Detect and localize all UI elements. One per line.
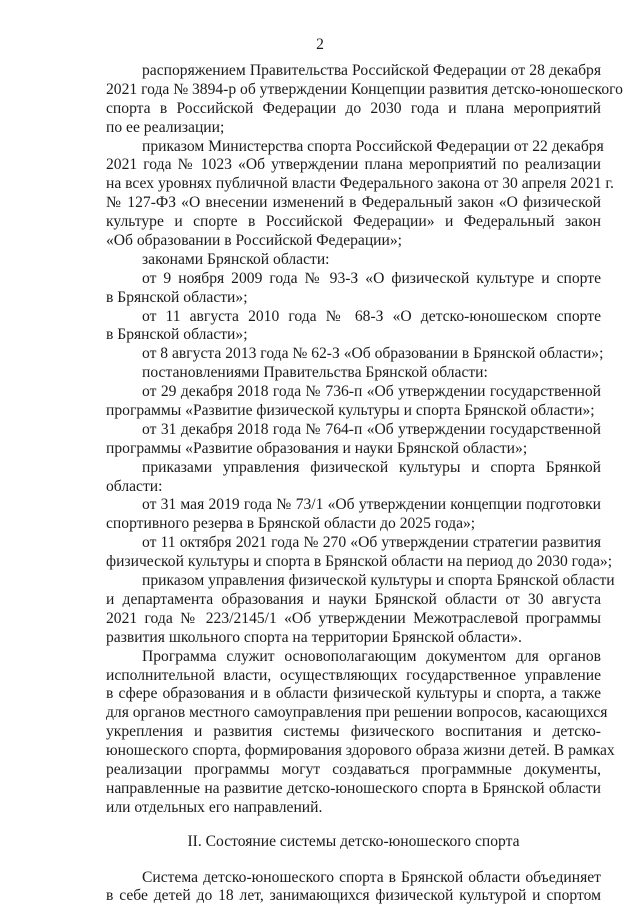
text-line: от 31 мая 2019 года № 73/1 «Об утверждении концепции подготовки [142, 496, 601, 514]
text-line: от 11 октября 2021 года № 270 «Об утверждении стратегии развития [142, 534, 601, 552]
text-line: от 31 декабря 2018 года № 764-п «Об утверждении государственной [142, 420, 601, 438]
text-line: исполнительной власти, осуществляющих государственное управление [106, 666, 601, 684]
text-line: программы «Развитие физической культуры и спорта Брянской области»; [106, 402, 595, 420]
text-line: развития школьного спорта на территории Брянской области». [106, 628, 522, 646]
text-line: области: [106, 477, 163, 495]
text-line: для органов местного самоуправления при решении вопросов, касающихся [106, 704, 608, 722]
section-heading: II. Состояние системы детско-юношеского спорта [187, 832, 520, 850]
text-line: в сфере образования и в области физической культуры и спорта, а также [106, 685, 601, 703]
section-paragraph [106, 869, 601, 906]
text-line: культуре и спорте в Российской Федерации» и Федеральный закон [106, 213, 601, 231]
text-line: направленные на развитие детско-юношеского спорта в Брянской области [106, 779, 601, 797]
text-line: в Брянской области»; [106, 288, 248, 306]
text-line: юношеского спорта, формирования здорового образа жизни детей. В рамках [106, 742, 615, 760]
text-line: или отдельных его направлений. [106, 798, 323, 816]
text-line: приказом Министерства спорта Российской Федерации от 22 декабря [142, 137, 604, 155]
text-line: приказами управления физической культуры и спорта Брянкой [142, 458, 601, 476]
text-line: приказом управления физической культуры и спорта Брянской области [142, 572, 615, 590]
text-line: Система детско-юношеского спорта в Брянской области объединяет [142, 868, 601, 886]
text-line: распоряжением Правительства Российской Федерации от 28 декабря [142, 62, 601, 79]
text-line: 2021 года № 223/2145/1 «Об утверждении Межотраслевой программы [106, 609, 601, 627]
text-line: от 11 августа 2010 года № 68-З «О детско-юношеском спорте [142, 307, 601, 325]
text-line: спортивного резерва в Брянской области до 2025 года»; [106, 515, 476, 533]
text-line: № 127-ФЗ «О внесении изменений в Федеральный закон «О физической [106, 194, 601, 212]
text-line: в Брянской области»; [106, 326, 248, 344]
page-number: 2 [316, 36, 324, 53]
text-line: укрепления и развития системы физического воспитания и детско- [106, 723, 601, 741]
text-line: законами Брянской области: [142, 250, 330, 268]
text-line: на всех уровнях публичной власти Федерального закона от 30 апреля 2021 г. [106, 175, 614, 193]
text-line: постановлениями Правительства Брянской области: [142, 364, 488, 382]
text-line: по ее реализации; [106, 118, 225, 136]
text-line: в себе детей до 18 лет, занимающихся физической культурой и спортом [106, 887, 601, 905]
text-line: 2021 года № 3894-р об утверждении Концепции развития детско-юношеского [106, 80, 623, 98]
text-line: «Об образовании в Российской Федерации»; [106, 232, 402, 250]
text-line: от 29 декабря 2018 года № 736-п «Об утверждении государственной [142, 383, 601, 401]
text-line: спорта в Российской Федерации до 2030 года и плана мероприятий [106, 99, 601, 117]
text-line: физической культуры и спорта в Брянской области на период до 2030 года»; [106, 553, 613, 571]
text-line: и департамента образования и науки Брянской области от 30 августа [106, 590, 601, 608]
text-line: реализации программы могут создаваться программные документы, [106, 760, 601, 778]
text-line: 2021 года № 1023 «Об утверждении плана мероприятий по реализации [106, 156, 601, 174]
text-line: от 9 ноября 2009 года № 93-З «О физической культуре и спорте [142, 269, 601, 287]
text-line: программы «Развитие образования и науки Брянской области»; [106, 439, 528, 457]
document-body [106, 62, 623, 906]
legal-basis-list [106, 62, 623, 818]
text-line: от 8 августа 2013 года № 62-З «Об образовании в Брянской области»; [142, 345, 604, 363]
text-line: Программа служит основополагающим документом для органов [142, 647, 601, 665]
